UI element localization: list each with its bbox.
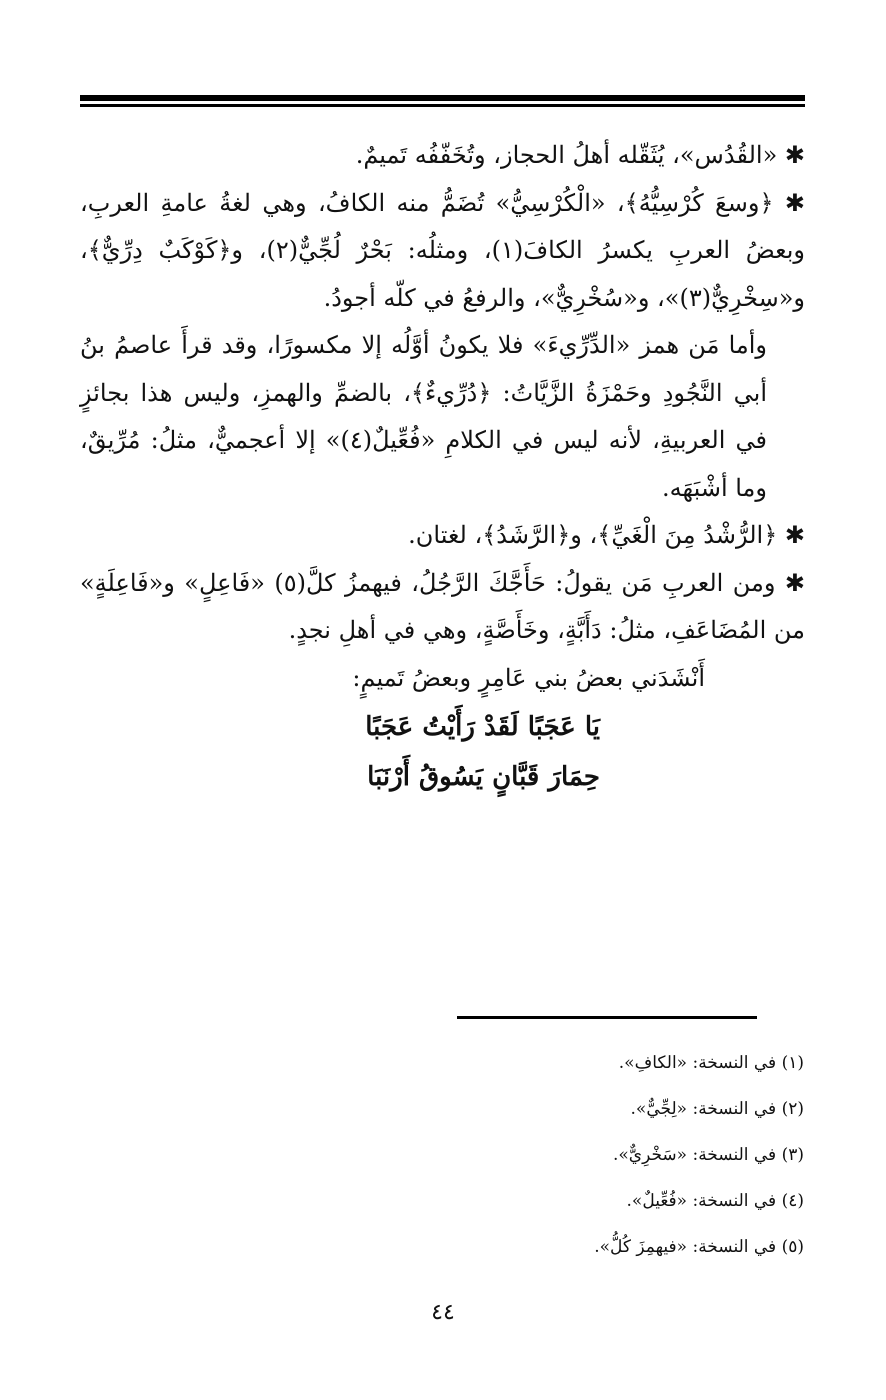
page-number: ٤٤ bbox=[431, 1300, 455, 1325]
footnote-5: (٥) في النسخة: «فيهمِزَ كُلُّ». bbox=[594, 1237, 804, 1257]
footnote-2: (٢) في النسخة: «لِجِّيٌّ». bbox=[630, 1099, 804, 1119]
header-rule-thick bbox=[80, 95, 805, 101]
footnotes bbox=[304, 1040, 804, 1270]
footnote-1: (١) في النسخة: «الكافِ». bbox=[618, 1053, 804, 1073]
verse-line-1: يَا عَجَبًا لَقَدْ رَأَيْتُ عَجَبًا bbox=[365, 711, 600, 742]
footnote-separator bbox=[457, 1016, 757, 1019]
paragraph-quds: ✱ «القُدُس»، يُثَقّله أهلُ الحجاز، وتُخَفّفُه تَميمٌ. bbox=[355, 141, 805, 169]
paragraph-durri: وأما مَن همز «الدِّرِّيءَ» فلا يكونُ أوَّلُه إلا مكسورًا، وقد قرأَ عاصمُ بنُ أبي النَّجُودِ وحَمْزَةُ الزَّيَّاتُ: ﴿دُرِّيءٌ﴾، بالضمِّ والهمزِ، وليس هذا بجائزٍ في العربيةِ، لأنه ليس في الكلامِ «فُعِّيلٌ(٤)» إلا أعجميٌّ، مثلُ: مُرِّيقٌ، وما أشْبَهَه. bbox=[80, 331, 767, 502]
verse-line-2: حِمَارَ قَبَّانٍ يَسُوقُ أَرْنَبَا bbox=[367, 761, 600, 792]
footnote-3: (٣) في النسخة: «سَخْرِيٌّ». bbox=[612, 1145, 804, 1165]
main-text bbox=[80, 132, 805, 802]
header-rule-thin bbox=[80, 104, 805, 107]
paragraph-rushd: ✱ ﴿الرُّشْدُ مِنَ الْغَيِّ﴾، و﴿الرَّشَدُ﴾، لغتان. bbox=[408, 521, 805, 549]
verse-intro: أَنْشَدَني بعضُ بني عَامِرٍ وبعضُ تَميمٍ: bbox=[352, 663, 705, 692]
paragraph-hamz: ✱ ومن العربِ مَن يقولُ: حَأَجَّكَ الرَّجُلُ، فيهمزُ كلَّ(٥) «فَاعِلٍ» و«فَاعِلَةٍ» من المُضَاعَفِ، مثلُ: دَأَبَّةٍ، وخَأَصَّةٍ، وهي في أهلِ نجدٍ. bbox=[80, 568, 805, 644]
paragraph-kursi: ✱ ﴿وسعَ كُرْسِيُّهُ﴾، «الْكُرْسِيُّ» تُضَمُّ منه الكافُ، وهي لغةُ عامةِ العربِ، وبعضُ العربِ يكسرُ الكافَ(١)، ومثلُه: بَحْرٌ لُجِّيٌّ(٢)، و﴿كَوْكَبٌ دِرِّيٌّ﴾، و«سِخْرِيٌّ(٣)»، و«سُخْرِيٌّ»، والرفعُ في كلّه أجودُ. bbox=[80, 188, 805, 312]
footnote-4: (٤) في النسخة: «فُعِّيلٌ». bbox=[626, 1191, 804, 1211]
